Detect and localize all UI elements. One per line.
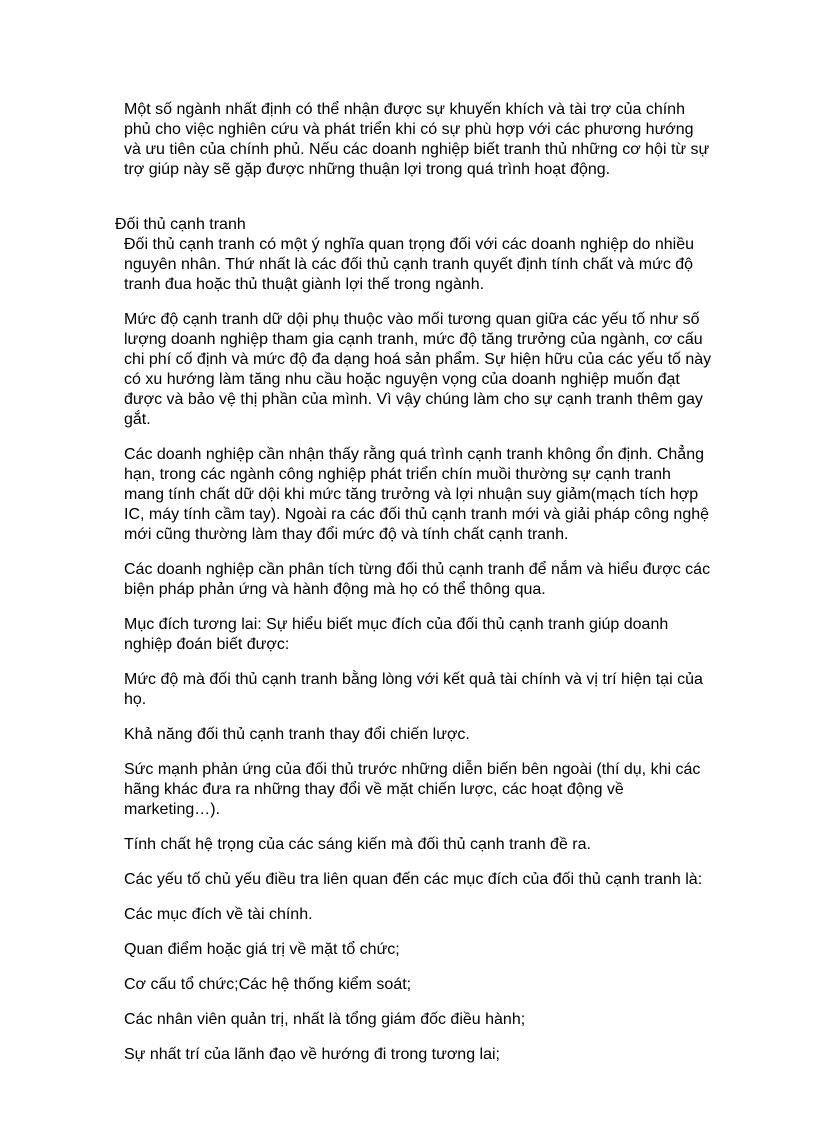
paragraph: Các doanh nghiệp cần phân tích từng đối thủ cạnh tranh để nắm và hiểu được các biện pháp phản ứng và hành động mà họ có thể thông qua. [124, 561, 711, 598]
paragraph: Tính chất hệ trọng của các sáng kiến mà đối thủ cạnh tranh đề ra. [124, 836, 591, 853]
paragraph: Các nhân viên quản trị, nhất là tổng giám đốc điều hành; [124, 1011, 526, 1028]
document-body [115, 100, 714, 1080]
paragraph: Đối thủ cạnh tranh có một ý nghĩa quan trọng đối với các doanh nghiệp do nhiều nguyên nhân. Thứ nhất là các đối thủ cạnh tranh quyết định tính chất và mức độ tranh đua hoặc thủ thuật giành lợi thế trong ngành. [124, 236, 694, 293]
paragraph: Mục đích tương lai: Sự hiểu biết mục đích của đối thủ cạnh tranh giúp doanh nghiệp đoán biết được: [124, 616, 669, 653]
intro-paragraph: Một số ngành nhất định có thể nhận được sự khuyến khích và tài trợ của chính phủ cho việc nghiên cứu và phát triển khi có sự phù hợp với các phương hướng và ưu tiên của chính phủ. Nếu các doanh nghiệp biết tranh thủ những cơ hội từ sự trợ giúp này sẽ gặp được những thuận lợi trong quá trình hoạt động. [124, 101, 710, 178]
paragraph: Cơ cấu tổ chức;Các hệ thống kiểm soát; [124, 976, 412, 993]
paragraph: Các yếu tố chủ yếu điều tra liên quan đến các mục đích của đối thủ cạnh tranh là: [124, 871, 703, 888]
paragraph: Khả năng đối thủ cạnh tranh thay đổi chiến lược. [124, 726, 470, 743]
paragraph: Mức độ cạnh tranh dữ dội phụ thuộc vào mối tương quan giữa các yếu tố như số lượng doanh nghiệp tham gia cạnh tranh, mức độ tăng trưởng của ngành, cơ cấu chi phí cố định và mức độ đa dạng hoá sản phẩm. Sự hiện hữu của các yếu tố này có xu hướng làm tăng nhu cầu hoặc nguyện vọng của doanh nghiệp muốn đạt được và bảo vệ thị phần của mình. Vì vậy chúng làm cho sự cạnh tranh thêm gay gắt. [124, 311, 712, 428]
paragraph: Sức mạnh phản ứng của đối thủ trước những diễn biến bên ngoài (thí dụ, khi các hãng khác đưa ra những thay đổi về mặt chiến lược, các hoạt động về marketing…). [124, 761, 701, 818]
paragraph: Các doanh nghiệp cần nhận thấy rằng quá trình cạnh tranh không ổn định. Chẳng hạn, trong các ngành công nghiệp phát triển chín muồi thường sự cạnh tranh mang tính chất dữ dội khi mức tăng trưởng và lợi nhuận suy giảm(mạch tích hợp IC, máy tính cầm tay). Ngoài ra các đối thủ cạnh tranh mới và giải pháp công nghệ mới cũng thường làm thay đổi mức độ và tính chất cạnh tranh. [124, 446, 710, 543]
paragraph: Mức độ mà đối thủ cạnh tranh bằng lòng với kết quả tài chính và vị trí hiện tại của họ. [124, 671, 703, 708]
section-heading: Đối thủ cạnh tranh [115, 216, 246, 233]
paragraph: Sự nhất trí của lãnh đạo về hướng đi trong tương lai; [124, 1046, 500, 1063]
paragraph: Các mục đích về tài chính. [124, 906, 313, 923]
paragraph: Quan điểm hoặc giá trị về mặt tổ chức; [124, 941, 400, 958]
